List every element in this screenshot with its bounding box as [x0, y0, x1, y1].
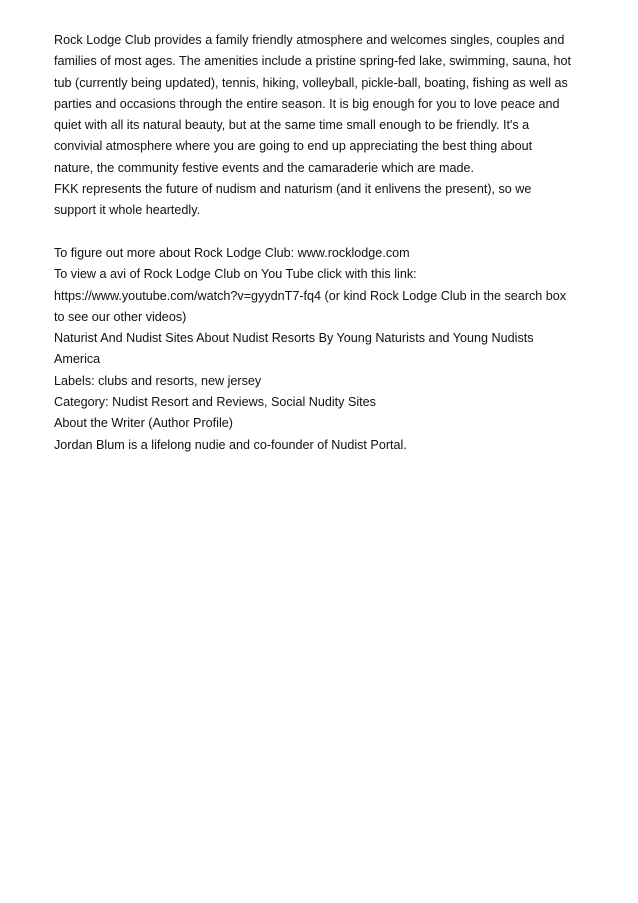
related-sites-paragraph — [54, 328, 584, 371]
text-line: Rock Lodge Club provides a family friendly atmosphere and welcomes singles, couples and — [54, 33, 565, 47]
about-writer-line — [54, 413, 584, 434]
author-bio-line — [54, 435, 584, 456]
text-line: To view a avi of Rock Lodge Club on You Tube click with this link: — [54, 267, 417, 282]
labels-line — [54, 371, 584, 392]
text-line: FKK represents the future of nudism and naturism (and it enlivens the present), so we — [54, 182, 532, 197]
more-info-text: To figure out more about Rock Lodge Club: www.rocklodge.com — [54, 245, 410, 260]
author-bio-text: Jordan Blum is a lifelong nudie and co-founder of Nudist Portal. — [54, 437, 407, 452]
document-page — [54, 30, 584, 456]
text-line: tub (currently being updated), tennis, hiking, volleyball, pickle-ball, boating, fishing as well as — [54, 75, 568, 90]
category-text: Category: Nudist Resort and Reviews, Social Nudity Sites — [54, 395, 376, 410]
text-line: America — [54, 352, 101, 367]
labels-text: Labels: clubs and resorts, new jersey — [54, 373, 262, 388]
category-line — [54, 392, 584, 413]
text-line: support it whole heartedly. — [54, 203, 201, 218]
more-info-line — [54, 243, 584, 264]
intro-paragraph — [54, 30, 584, 179]
fkk-paragraph — [54, 179, 584, 222]
text-line: to see our other videos) — [54, 309, 187, 324]
text-line: Naturist And Nudist Sites About Nudist Resorts By Young Naturists and Young Nudists — [54, 331, 534, 346]
text-line: convivial atmosphere where you are going to end up appreciating the best thing about — [54, 139, 533, 154]
video-paragraph — [54, 264, 584, 328]
text-line: families of most ages. The amenities include a pristine spring-fed lake, swimming, sauna, hot — [54, 54, 572, 69]
paragraph-spacer — [54, 222, 584, 243]
text-line: quiet with all its natural beauty, but at the same time small enough to be friendly. It's a — [54, 118, 530, 133]
video-link-line: https://www.youtube.com/watch?v=gyydnT7-fq4 (or kind Rock Lodge Club in the search box — [54, 288, 567, 303]
text-line: nature, the community festive events and the camaraderie which are made. — [54, 160, 475, 175]
text-line: parties and occasions through the entire season. It is big enough for you to love peace and — [54, 96, 560, 111]
about-writer-text: About the Writer (Author Profile) — [54, 416, 233, 431]
